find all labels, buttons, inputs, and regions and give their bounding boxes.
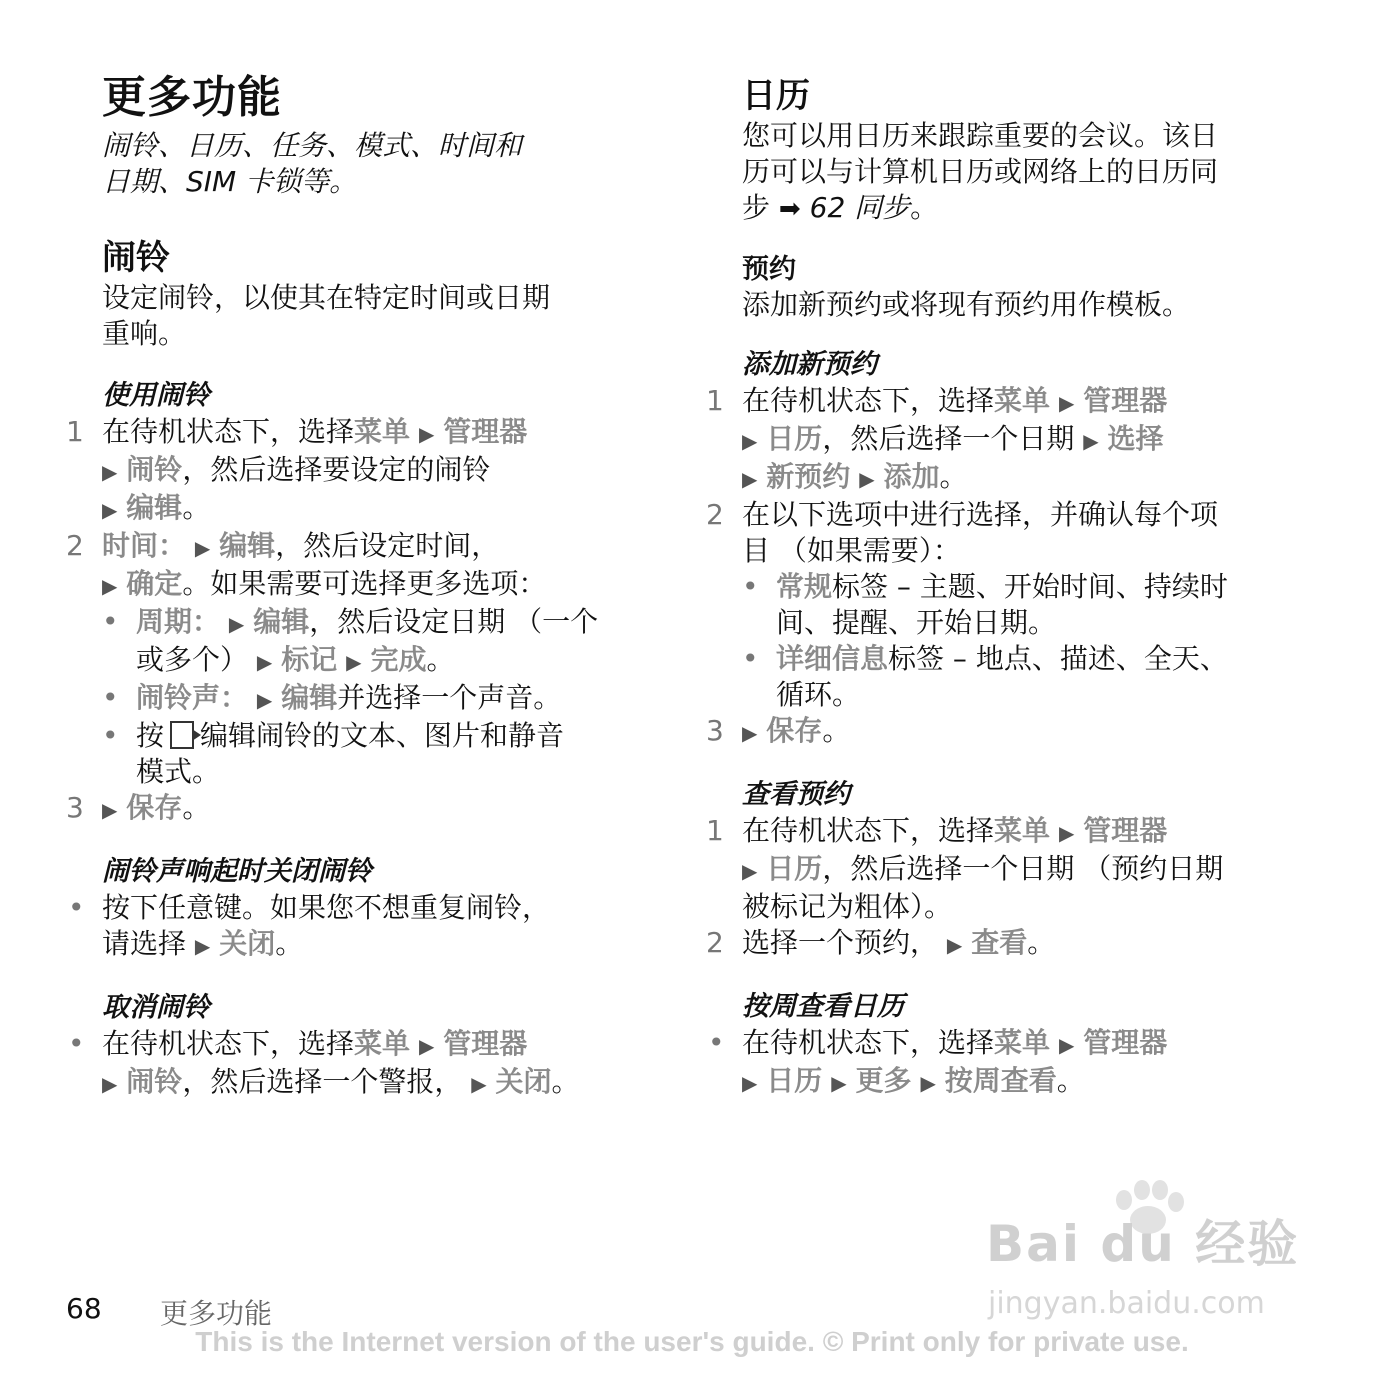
use-bullet-sound: • 闹铃声： ▶ 编辑并选择一个声音。 bbox=[102, 681, 562, 714]
calendar-link: 日历 bbox=[766, 422, 823, 455]
general-tab-label: 常规 bbox=[776, 570, 833, 603]
step-number: 2 bbox=[706, 498, 724, 531]
arrow-icon: ▶ bbox=[831, 1071, 847, 1095]
manager-link: 管理器 bbox=[1083, 384, 1168, 417]
reference-arrow-icon: ➡ bbox=[778, 194, 801, 224]
alarm-link: 闹铃 bbox=[126, 1065, 183, 1098]
new-appointment-link: 新预约 bbox=[766, 460, 851, 493]
edit-link: 编辑 bbox=[219, 529, 276, 562]
bullet: • bbox=[102, 605, 119, 638]
arrow-icon: ▶ bbox=[1058, 821, 1075, 845]
use-bullet-options: • 按 编辑闹铃的文本、图片和静音 模式。 bbox=[102, 719, 565, 788]
left-column bbox=[66, 68, 666, 1102]
add-appointment-heading: 添加新预约 bbox=[742, 349, 877, 380]
left-indent bbox=[66, 68, 666, 414]
arrow-icon: ▶ bbox=[946, 933, 963, 957]
footer-section-title: 更多功能 bbox=[160, 1297, 273, 1330]
close-link: 关闭 bbox=[495, 1065, 552, 1098]
arrow-icon: ▶ bbox=[194, 934, 211, 958]
arrow-icon: ▶ bbox=[742, 467, 758, 491]
arrow-icon: ▶ bbox=[102, 460, 118, 484]
add-step-1: 1 在待机状态下，选择菜单 ▶ 管理器 ▶ 日历，然后选择一个日期 ▶ 选择 ▶ 新预约 ▶ 添加。 bbox=[706, 384, 1168, 493]
arrow-icon: ▶ bbox=[102, 798, 118, 822]
step-number: 3 bbox=[66, 791, 84, 824]
baidu-watermark bbox=[978, 1178, 1308, 1328]
cancel-alarm-item: • 在待机状态下，选择菜单 ▶ 管理器 ▶ 闹铃，然后选择一个警报， ▶ 关闭。 bbox=[68, 1027, 580, 1098]
use-step-1: 1 在待机状态下，选择菜单 ▶ 管理器 ▶ 闹铃，然后选择要设定的闹铃 ▶ 编辑。 bbox=[66, 415, 528, 524]
menu-link: 菜单 bbox=[994, 384, 1051, 417]
arrow-icon: ▶ bbox=[102, 1072, 118, 1096]
view-appointment-heading: 查看预约 bbox=[742, 779, 850, 810]
use-step-2: 2 时间： ▶ 编辑，然后设定时间， ▶ 确定。如果需要可选择更多选项： bbox=[66, 529, 547, 600]
use-bullet-period: • 周期： ▶ 编辑，然后设定日期 （一个 或多个） ▶ 标记 ▶ 完成。 bbox=[102, 605, 599, 676]
bullet: • bbox=[742, 570, 759, 603]
add-bullet-details: • 详细信息标签 – 地点、描述、全天、 循环。 bbox=[742, 642, 1228, 711]
time-label: 时间： bbox=[102, 529, 187, 562]
step-number: 2 bbox=[66, 529, 84, 562]
add-step-3: 3 ▶ 保存。 bbox=[706, 714, 851, 747]
alarm-heading: 闹铃 bbox=[102, 238, 170, 278]
done-link: 完成 bbox=[370, 643, 427, 676]
ok-link: 确定 bbox=[126, 567, 183, 600]
arrow-icon: ▶ bbox=[1058, 1033, 1075, 1057]
menu-link: 菜单 bbox=[354, 1027, 411, 1060]
arrow-icon: ▶ bbox=[418, 1034, 435, 1058]
week-view-item: • 在待机状态下，选择菜单 ▶ 管理器 ▶ 日历 ▶ 更多 ▶ 按周查看。 bbox=[708, 1026, 1168, 1097]
arrow-icon: ▶ bbox=[742, 429, 758, 453]
calendar-link: 日历 bbox=[766, 852, 823, 885]
arrow-icon: ▶ bbox=[920, 1071, 936, 1095]
footer-disclaimer: This is the Internet version of the user's guide. © Print only for private use. bbox=[195, 1326, 1189, 1357]
arrow-icon: ▶ bbox=[102, 498, 118, 522]
alarm-desc-2: 重响。 bbox=[102, 317, 187, 350]
arrow-icon: ▶ bbox=[256, 688, 273, 712]
manager-link: 管理器 bbox=[1083, 1026, 1168, 1059]
bullet: • bbox=[742, 642, 759, 675]
arrow-icon: ▶ bbox=[256, 650, 273, 674]
cancel-alarm-heading: 取消闹铃 bbox=[102, 992, 210, 1023]
alarm-link: 闹铃 bbox=[126, 453, 183, 486]
add-bullet-general: • 常规标签 – 主题、开始时间、持续时 间、提醒、开始日期。 bbox=[742, 570, 1228, 639]
period-label: 周期： bbox=[136, 605, 221, 638]
arrow-icon: ▶ bbox=[742, 859, 758, 883]
view-step-2: 2 选择一个预约， ▶ 查看。 bbox=[706, 926, 1056, 959]
step-number: 1 bbox=[66, 415, 84, 448]
calendar-desc-1: 您可以用日历来跟踪重要的会议。该日 bbox=[742, 119, 1219, 152]
stop-alarm-heading: 闹铃声响起时关闭闹铃 bbox=[102, 856, 372, 887]
use-alarm-heading: 使用闹铃 bbox=[102, 380, 210, 411]
save-link: 保存 bbox=[766, 714, 823, 747]
calendar-heading: 日历 bbox=[742, 76, 810, 116]
right-column bbox=[706, 68, 1306, 1101]
close-link: 关闭 bbox=[219, 927, 276, 960]
add-step-2: 2 在以下选项中进行选择，并确认每个项 目 （如果需要）： bbox=[706, 498, 1219, 567]
view-step-1: 1 在待机状态下，选择菜单 ▶ 管理器 ▶ 日历，然后选择一个日期 （预约日期 被标记为粗体）。 bbox=[706, 814, 1224, 923]
options-key-icon bbox=[170, 721, 194, 749]
add-link: 添加 bbox=[883, 460, 940, 493]
stop-alarm-item: • 按下任意键。如果您不想重复闹铃， 请选择 ▶ 关闭。 bbox=[68, 891, 551, 960]
manager-link: 管理器 bbox=[443, 415, 528, 448]
arrow-icon: ▶ bbox=[418, 422, 435, 446]
arrow-icon: ▶ bbox=[1083, 429, 1099, 453]
arrow-icon: ▶ bbox=[102, 574, 118, 598]
mark-link: 标记 bbox=[281, 643, 338, 676]
calendar-link: 日历 bbox=[766, 1064, 823, 1097]
step-number: 1 bbox=[706, 384, 724, 417]
arrow-icon: ▶ bbox=[859, 467, 875, 491]
page-number: 68 bbox=[66, 1292, 102, 1325]
manager-link: 管理器 bbox=[1083, 814, 1168, 847]
sync-reference: 62 同步 bbox=[809, 191, 911, 224]
alarm-desc-1: 设定闹铃，以使其在特定时间或日期 bbox=[102, 281, 551, 314]
calendar-desc-2: 历可以与计算机日历或网络上的日历同 bbox=[742, 155, 1219, 188]
bullet: • bbox=[708, 1026, 725, 1059]
intro-line-1: 闹铃、日历、任务、模式、时间和 bbox=[102, 129, 523, 162]
select-link: 选择 bbox=[1107, 422, 1164, 455]
more-link: 更多 bbox=[855, 1064, 912, 1097]
menu-link: 菜单 bbox=[994, 1026, 1051, 1059]
arrow-icon: ▶ bbox=[471, 1072, 487, 1096]
manager-link: 管理器 bbox=[443, 1027, 528, 1060]
edit-link: 编辑 bbox=[126, 491, 183, 524]
use-step-3: 3 ▶ 保存。 bbox=[66, 791, 211, 824]
menu-link: 菜单 bbox=[354, 415, 411, 448]
save-link: 保存 bbox=[126, 791, 183, 824]
arrow-icon: ▶ bbox=[1058, 391, 1075, 415]
view-link: 查看 bbox=[971, 926, 1028, 959]
step-number: 1 bbox=[706, 814, 724, 847]
edit-link: 编辑 bbox=[281, 681, 338, 714]
bullet: • bbox=[68, 1027, 85, 1060]
arrow-icon: ▶ bbox=[742, 1071, 758, 1095]
watermark-url: jingyan.baidu.com bbox=[988, 1286, 1265, 1321]
edit-link: 编辑 bbox=[253, 605, 310, 638]
step-number: 2 bbox=[706, 926, 724, 959]
watermark-logo: Bai du 经验 bbox=[986, 1215, 1300, 1273]
week-view-link: 按周查看 bbox=[944, 1064, 1057, 1097]
calendar-desc-3: 步 ➡ 62 同步。 bbox=[742, 190, 1306, 227]
arrow-icon: ▶ bbox=[228, 612, 245, 636]
arrow-icon: ▶ bbox=[346, 650, 362, 674]
intro-line-2: 日期、SIM 卡锁等。 bbox=[102, 165, 358, 198]
arrow-icon: ▶ bbox=[742, 721, 758, 745]
week-view-heading: 按周查看日历 bbox=[742, 991, 904, 1022]
bullet: • bbox=[102, 719, 119, 752]
arrow-icon: ▶ bbox=[194, 536, 211, 560]
details-tab-label: 详细信息 bbox=[776, 642, 889, 675]
bullet: • bbox=[102, 681, 119, 714]
step-number: 3 bbox=[706, 714, 724, 747]
sound-label: 闹铃声： bbox=[136, 681, 249, 714]
page-title: 更多功能 bbox=[102, 72, 282, 123]
appointments-heading: 预约 bbox=[742, 254, 796, 285]
menu-link: 菜单 bbox=[994, 814, 1051, 847]
bullet: • bbox=[68, 891, 85, 924]
appointments-desc: 添加新预约或将现有预约用作模板。 bbox=[742, 288, 1191, 321]
